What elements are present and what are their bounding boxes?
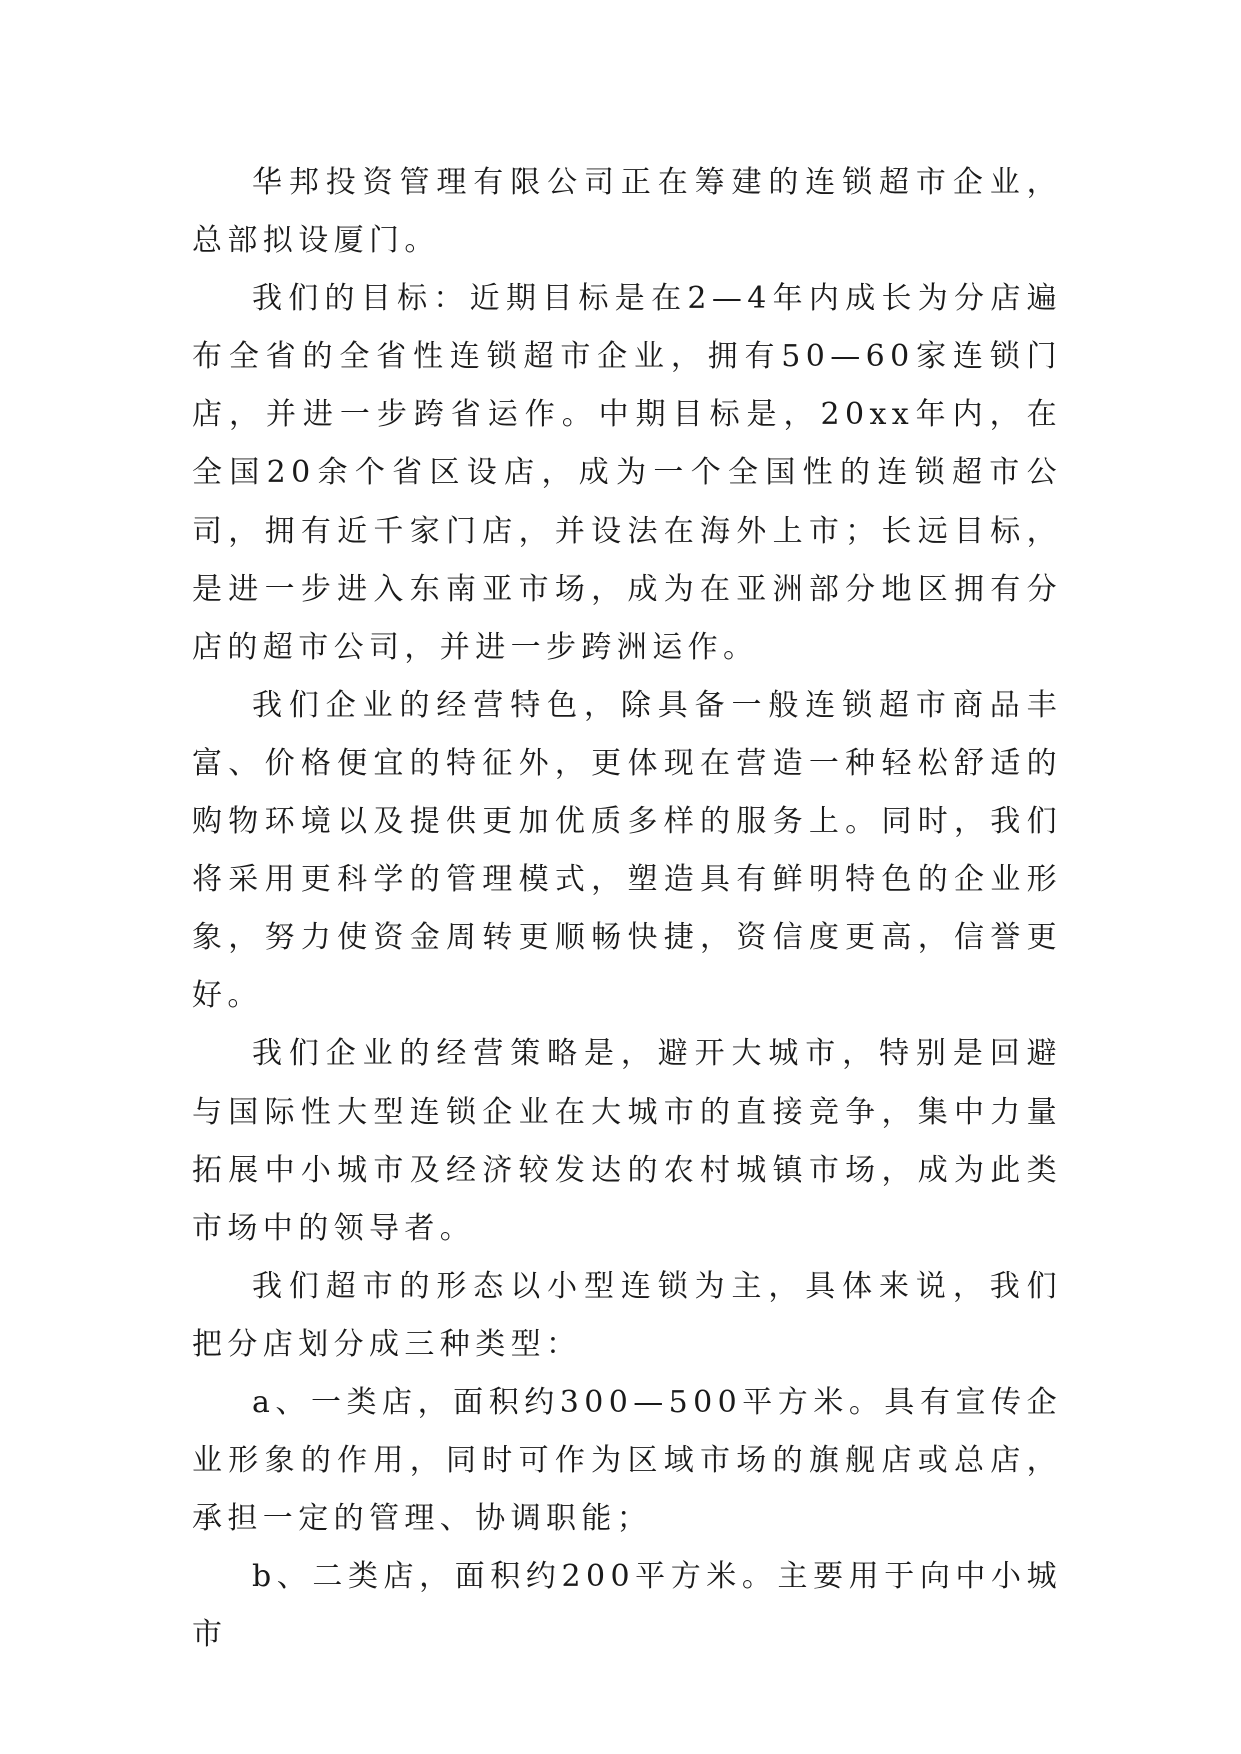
paragraph-intro: 华邦投资管理有限公司正在筹建的连锁超市企业，总部拟设厦门。 (192, 165, 1062, 259)
paragraph-strategy: 我们企业的经营策略是，避开大城市，特别是回避与国际性大型连锁企业在大城市的直接竞争，集中力量拓展中小城市及经济较发达的农村城镇市场，成为此类市场中的领导者。 (192, 1036, 1062, 1246)
paragraph-store-type-a: a、一类店，面积约300—500平方米。具有宣传企业形象的作用，同时可作为区域市场的旗舰店或总店，承担一定的管理、协调职能； (192, 1384, 1062, 1537)
document-body (192, 154, 1062, 1664)
paragraph-goals: 我们的目标：近期目标是在2—4年内成长为分店遍布全省的全省性连锁超市企业，拥有50—60家连锁门店，并进一步跨省运作。中期目标是，20xx年内，在全国20余个省区设店，成为一个全国性的连锁超市公司，拥有近千家门店，并设法在海外上市；长远目标，是进一步进入东南亚市场，成为在亚洲部分地区拥有分店的超市公司，并进一步跨洲运作。 (192, 281, 1062, 665)
paragraph-features: 我们企业的经营特色，除具备一般连锁超市商品丰富、价格便宜的特征外，更体现在营造一种轻松舒适的购物环境以及提供更加优质多样的服务上。同时，我们将采用更科学的管理模式，塑造具有鲜明特色的企业形象，努力使资金周转更顺畅快捷，资信度更高，信誉更好。 (192, 687, 1062, 1014)
paragraph-store-format: 我们超市的形态以小型连锁为主，具体来说，我们把分店划分成三种类型： (192, 1268, 1062, 1362)
paragraph-store-type-b: b、二类店，面积约200平方米。主要用于向中小城市 (192, 1559, 1062, 1653)
